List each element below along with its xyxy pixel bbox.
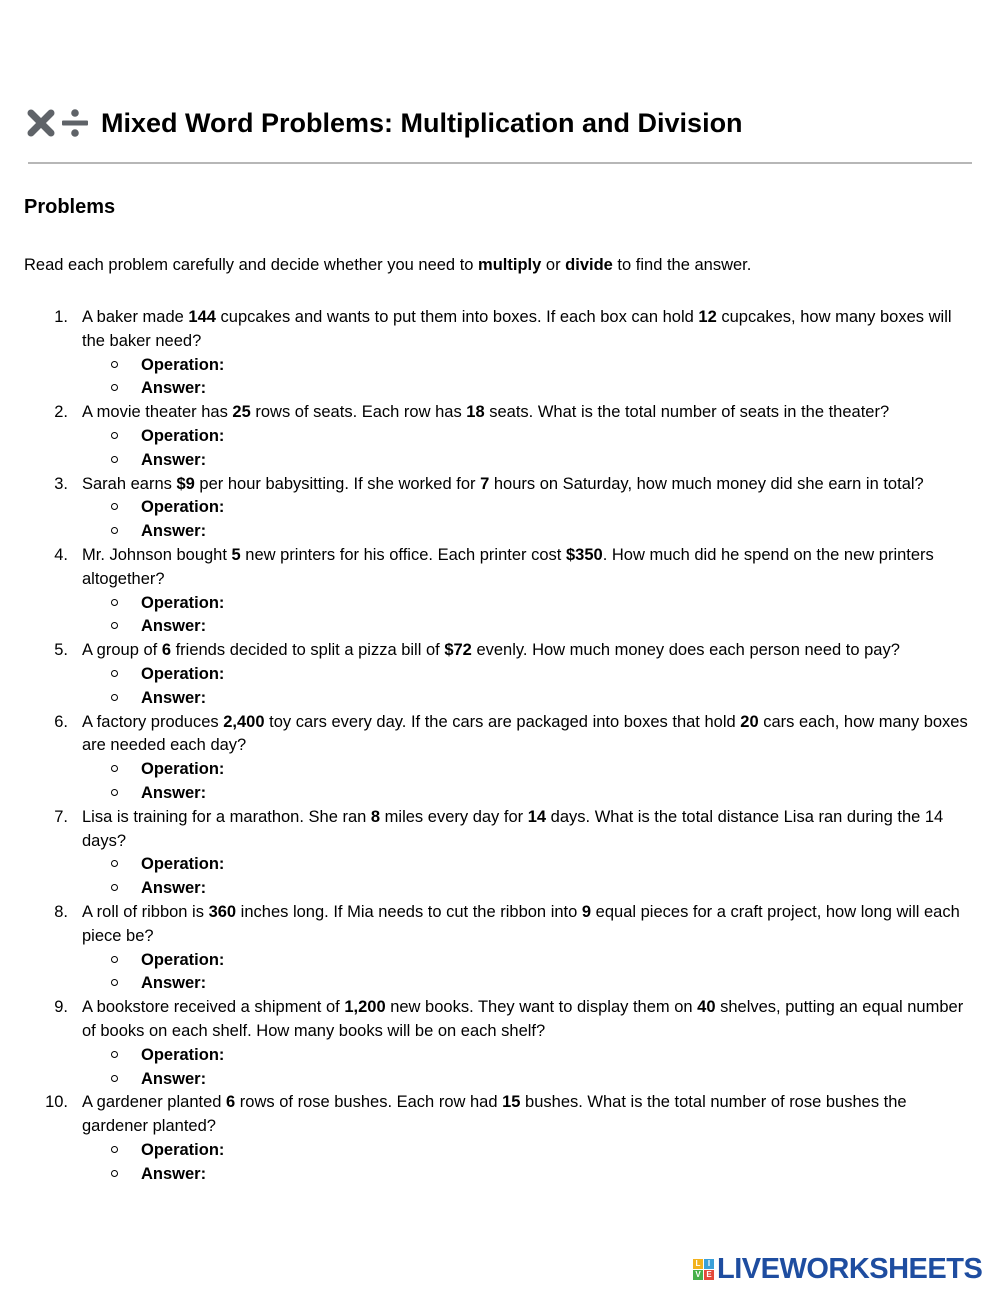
problem-number-value: 144 [188,308,216,326]
problem-item [24,639,976,710]
section-heading: Problems [24,196,116,218]
problem-text-segment: bushes. What is the total number of rose bushes the gardener planted? [82,1093,907,1136]
response-fields [82,1044,976,1092]
problem-number: 7. [54,807,68,826]
answer-field [82,615,976,639]
problem-number-value: 6 [226,1093,236,1112]
problem-item [24,401,976,472]
problem-item [24,996,976,1091]
problem-number-value: $9 [176,474,195,493]
problem-number-value: 14 [527,807,547,826]
hollow-bullet-icon [111,789,118,796]
logo-mark-icon [693,1259,714,1280]
problem-text-segment: inches long. If Mia needs to cut the ribbon into [236,902,582,921]
problem-number-value: $350 [565,545,603,564]
answer-label: Answer: [141,879,207,898]
problem-item [24,901,976,996]
hollow-bullet-icon [111,1146,118,1153]
hollow-bullet-icon [111,527,118,534]
problem-text [82,903,960,945]
problem-text [82,1093,907,1135]
problem-text-segment: hours on Saturday, how much money did she earn in total? [489,474,924,493]
problem-number-value: 18 [466,403,485,422]
response-fields [82,592,976,640]
problem-text [82,713,968,755]
problem-text-segment: friends decided to split a pizza bill of [171,641,445,660]
problem-number-value: 8 [370,807,381,826]
hollow-bullet-icon [111,765,118,772]
intro-paragraph [24,254,974,276]
operation-label: Operation: [141,855,225,874]
operation-field [82,425,976,449]
problem-text-segment: miles every day for [380,807,528,826]
problem-number: 4. [54,545,68,564]
answer-field [82,877,976,901]
hollow-bullet-icon [111,361,118,368]
intro-keyword-multiply: multiply [478,256,542,274]
intro-keyword-divide: divide [565,256,613,274]
problem-item [24,711,976,806]
problem-number-value: 40 [697,998,716,1017]
problem-text-segment: cupcakes and wants to put them into boxes. If each box can hold [215,308,699,326]
problem-text [82,403,889,421]
problem-text-segment: toy cars every day. If the cars are packaged into boxes that hold [264,712,741,731]
operation-field [82,496,976,520]
operation-label: Operation: [141,498,225,517]
answer-field [82,1163,976,1187]
hollow-bullet-icon [111,1170,118,1177]
title-icons [25,107,91,139]
answer-label: Answer: [141,1164,207,1183]
problem-text [82,546,934,588]
logo-tile: E [704,1270,714,1280]
logo-text: LIVEWORKSHEETS [717,1252,983,1285]
response-fields [82,853,976,901]
problem-item [24,306,976,401]
operation-label: Operation: [141,426,225,445]
response-fields [82,949,976,997]
intro-text: to find the answer. [612,256,752,274]
problem-text-segment: Sarah earns [82,474,177,493]
multiply-icon [25,107,57,139]
problem-number-value: 7 [480,474,490,493]
problem-item [24,1091,976,1186]
answer-field [82,972,976,996]
hollow-bullet-icon [111,1075,118,1082]
problem-text-segment: A baker made [82,308,189,326]
problem-number-value: 5 [231,545,241,564]
problem-number-value: 360 [208,902,237,921]
problem-text-segment: shelves, putting an equal number of books on each shelf. How many books will be on each shelf? [82,998,964,1040]
answer-label: Answer: [141,379,207,398]
hollow-bullet-icon [111,456,118,463]
operation-label: Operation: [141,1045,225,1064]
operation-label: Operation: [141,664,225,683]
intro-text: or [541,256,566,274]
problem-list [24,306,976,1186]
problem-number-value: 12 [698,308,717,326]
operation-field [82,853,976,877]
document-title: Mixed Word Problems: Multiplication and Division [101,107,743,138]
problem-text [82,475,924,493]
answer-field [82,377,976,401]
answer-label: Answer: [141,974,207,993]
hollow-bullet-icon [111,384,118,391]
operation-label: Operation: [141,1140,225,1159]
problem-number: 8. [54,902,68,921]
problem-item [24,544,976,639]
answer-label: Answer: [141,1069,207,1088]
problem-text-segment: A roll of ribbon is [82,902,209,921]
hollow-bullet-icon [111,1051,118,1058]
problem-text-segment: new books. They want to display them on [385,998,698,1017]
problem-text [82,808,943,850]
answer-field [82,449,976,473]
response-fields [82,425,976,473]
divide-icon [59,107,91,139]
document-title-row [25,103,743,143]
operation-field [82,354,976,378]
logo-tile: V [693,1270,703,1280]
operation-field [82,592,976,616]
answer-label: Answer: [141,688,207,707]
answer-field [82,687,976,711]
problem-text-segment: Lisa is training for a marathon. She ran [82,807,371,826]
response-fields [82,354,976,402]
problem-number: 9. [54,998,68,1017]
hollow-bullet-icon [111,503,118,510]
hollow-bullet-icon [111,622,118,629]
problem-text-segment: per hour babysitting. If she worked for [194,474,481,493]
problem-number: 3. [54,474,68,493]
problem-text-segment: A factory produces [82,712,224,731]
answer-field [82,782,976,806]
problem-text-segment: A movie theater has [82,403,233,422]
problem-text [82,641,900,659]
problem-text-segment: A gardener planted [82,1093,227,1112]
answer-label: Answer: [141,522,207,541]
answer-label: Answer: [141,617,207,636]
intro-text: Read each problem carefully and decide whether you need to [24,256,479,274]
problem-text [82,998,963,1040]
problem-text-segment: evenly. How much money does each person need to pay? [471,641,900,660]
problem-text-segment: Mr. Johnson bought [82,545,232,564]
problem-text-segment: equal pieces for a craft project, how long will each piece be? [82,902,960,945]
problem-text-segment: cupcakes, how many boxes will the baker need? [82,308,952,350]
problem-item [24,806,976,901]
problem-number-value: $72 [444,641,472,660]
response-fields [82,496,976,544]
answer-label: Answer: [141,450,207,469]
response-fields [82,663,976,711]
answer-field [82,1068,976,1092]
problem-number: 10. [45,1093,68,1112]
problem-number-value: 15 [502,1093,521,1112]
hollow-bullet-icon [111,884,118,891]
response-fields [82,1139,976,1187]
problem-text-segment: rows of rose bushes. Each row had [235,1093,503,1112]
problem-text [82,308,952,350]
problem-number: 6. [54,712,68,731]
problem-number: 5. [54,641,68,660]
problem-number-value: 6 [161,641,171,660]
hollow-bullet-icon [111,860,118,867]
operation-label: Operation: [141,355,225,374]
problem-number-value: 20 [740,712,759,731]
problem-text-segment: A bookstore received a shipment of [82,998,345,1017]
hollow-bullet-icon [111,694,118,701]
hollow-bullet-icon [111,599,118,606]
operation-label: Operation: [141,760,225,779]
answer-field [82,520,976,544]
problem-item [24,473,976,544]
operation-field [82,663,976,687]
hollow-bullet-icon [111,432,118,439]
problem-number: 2. [54,403,68,422]
logo-tile: L [693,1259,703,1269]
logo-tile: I [704,1259,714,1269]
operation-field [82,949,976,973]
problem-text-segment: A group of [82,641,162,660]
operation-field [82,1139,976,1163]
problem-text-segment: days. What is the total distance Lisa ran during the 14 days? [82,807,944,850]
problem-number-value: 9 [581,902,592,921]
operation-field [82,758,976,782]
problem-text-segment: new printers for his office. Each printer cost [240,545,566,564]
problem-number: 1. [54,308,68,326]
title-divider [28,162,972,164]
hollow-bullet-icon [111,956,118,963]
problem-number-value: 25 [232,403,251,422]
hollow-bullet-icon [111,979,118,986]
operation-label: Operation: [141,950,225,969]
liveworksheets-logo [693,1253,982,1285]
response-fields [82,758,976,806]
operation-label: Operation: [141,593,225,612]
problem-text-segment: . How much did he spend on the new printers altogether? [82,545,934,588]
hollow-bullet-icon [111,670,118,677]
problem-number-value: 1,200 [344,998,386,1017]
problem-text-segment: cars each, how many boxes are needed each day? [82,712,968,755]
problem-text-segment: rows of seats. Each row has [250,403,467,422]
operation-field [82,1044,976,1068]
answer-label: Answer: [141,783,207,802]
problem-number-value: 2,400 [223,712,265,731]
problem-text-segment: seats. What is the total number of seats in the theater? [484,403,890,422]
